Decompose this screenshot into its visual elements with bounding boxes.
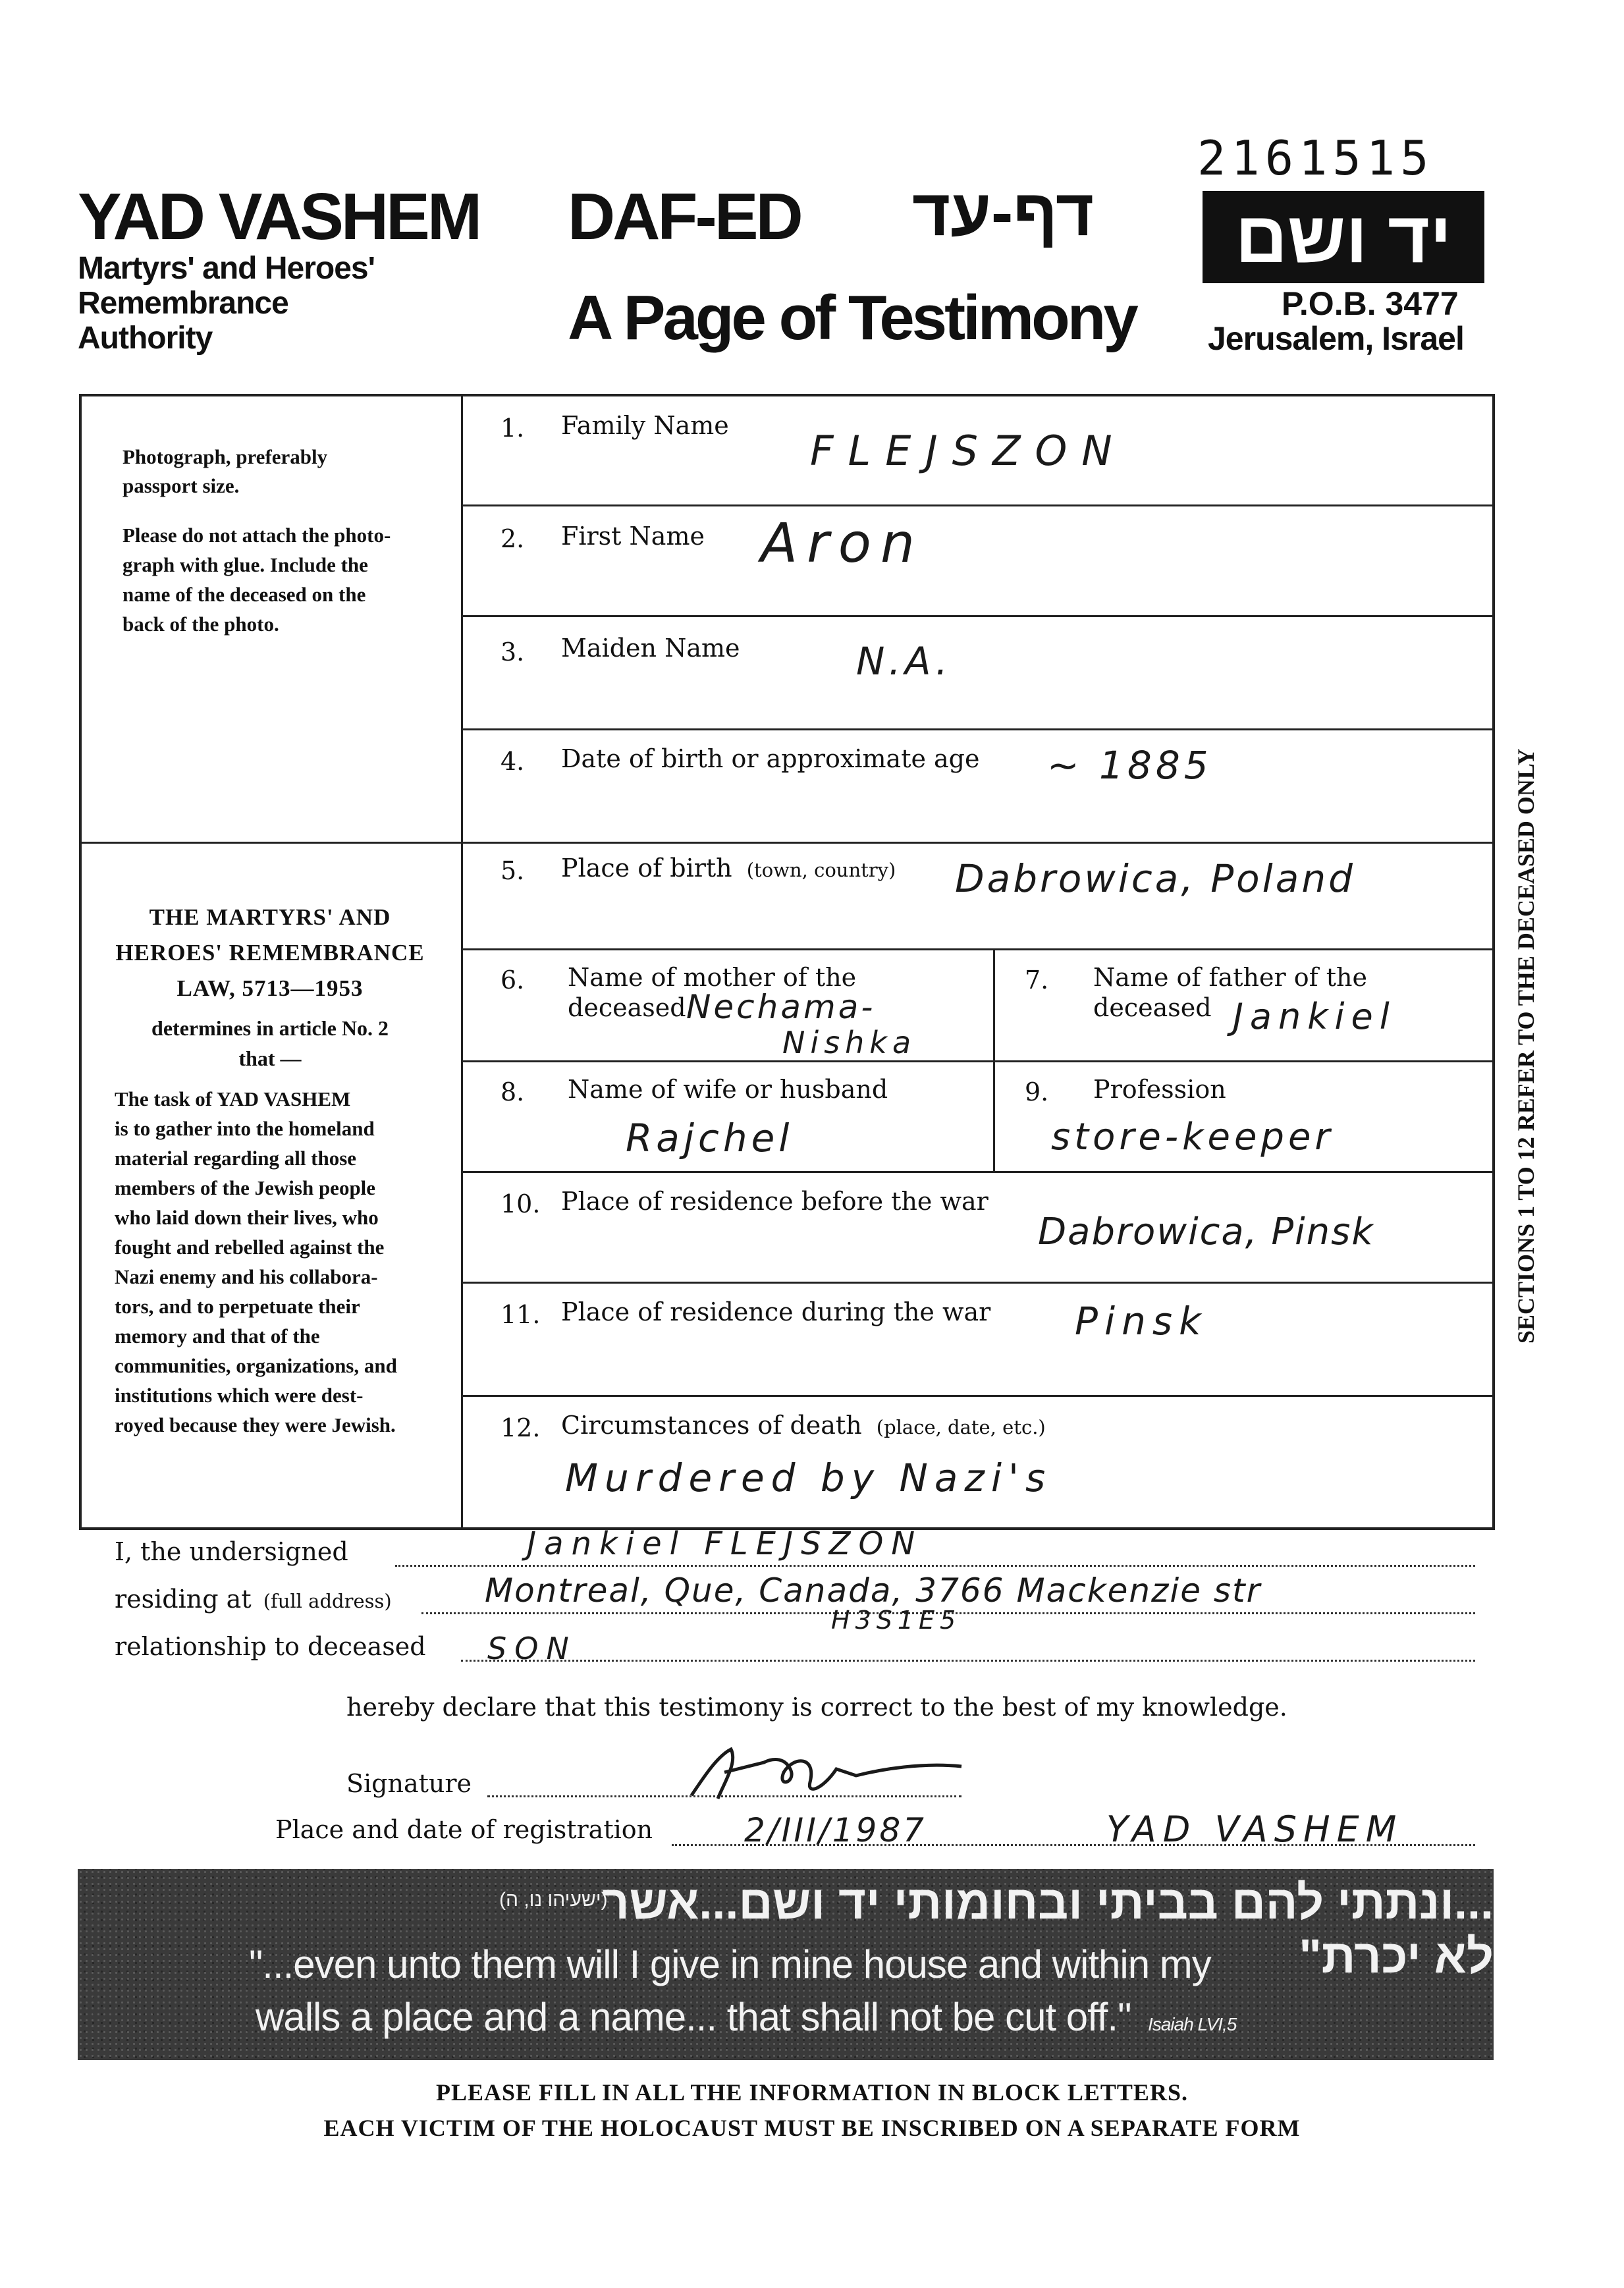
- law-body-11: institutions which were dest-: [115, 1384, 364, 1407]
- footer-line-1: PLEASE FILL IN ALL THE INFORMATION IN BLOCK LETTERS.: [436, 2079, 1188, 2106]
- law-body-8: tors, and to perpetuate their: [115, 1295, 360, 1318]
- left-column-divider: [461, 394, 463, 1530]
- field-4-label: Date of birth or approximate age: [561, 744, 980, 773]
- law-title-1: THE MARTYRS' AND: [149, 904, 391, 930]
- photo-law-divider: [79, 842, 461, 844]
- field-1-value[interactable]: FLEJSZON: [810, 427, 1127, 475]
- law-body-12: royed because they were Jewish.: [115, 1413, 396, 1436]
- row-sep-9: [461, 1395, 1495, 1397]
- law-intro: [92, 1013, 448, 1074]
- banner-english-2-text: walls a place and a name... that shall not be cut off.": [256, 1995, 1131, 2039]
- field-5-value[interactable]: Dabrowica, Poland: [955, 856, 1355, 901]
- mid-divider: [993, 948, 995, 1171]
- field-9-value[interactable]: store-keeper: [1051, 1116, 1334, 1158]
- field-6-value-2[interactable]: Nishka: [782, 1025, 917, 1060]
- row-sep-2: [461, 615, 1495, 617]
- residing-label: [115, 1585, 392, 1614]
- row-sep-1: [461, 504, 1495, 506]
- field-4-value[interactable]: ~ 1885: [1047, 743, 1212, 788]
- field-6-value-1[interactable]: Nechama-: [686, 988, 876, 1026]
- city-address: Jerusalem, Israel: [1208, 320, 1464, 357]
- field-6-label-1: Name of mother of the: [568, 963, 857, 992]
- banner-hebrew: ...ונתתי להם בביתי ובחומותי יד ושם...אשר לא יכרת": [602, 1876, 1494, 1983]
- law-body-2: is to gather into the homeland: [115, 1117, 375, 1140]
- frame-top-extension: [461, 394, 1495, 396]
- law-body-10: communities, organizations, and: [115, 1354, 397, 1377]
- law-body-6: fought and rebelled against the: [115, 1236, 385, 1259]
- signature-scribble: [685, 1736, 975, 1809]
- law-body: [115, 1084, 437, 1440]
- signature-label: Signature: [346, 1769, 472, 1798]
- declaration-statement: hereby declare that this testimony is correct to the best of my knowledge.: [346, 1693, 1287, 1722]
- field-11-number: 11.: [501, 1300, 541, 1329]
- logo-hebrew-text: יד ושם: [1235, 196, 1452, 278]
- law-title-2: HEROES' REMEMBRANCE: [115, 940, 425, 966]
- banner-english-1: "...even unto them will I give in mine house and within my: [249, 1942, 1211, 1986]
- field-10-number: 10.: [501, 1189, 541, 1218]
- relationship-label: relationship to deceased: [115, 1632, 426, 1661]
- field-12-label-text: Circumstances of death: [561, 1411, 862, 1440]
- form-title-hebrew: דף-עד: [912, 176, 1095, 250]
- org-subtitle-1: Martyrs' and Heroes': [78, 251, 375, 286]
- law-intro-2: that —: [238, 1047, 302, 1070]
- org-subtitle-3: Authority: [78, 321, 213, 356]
- field-12-hint: (place, date, etc.): [876, 1416, 1046, 1438]
- form-title-daf-ed: DAF-ED: [568, 180, 801, 254]
- field-6-number: 6.: [501, 966, 525, 994]
- row-sep-8: [461, 1282, 1495, 1284]
- org-name: YAD VASHEM: [78, 180, 480, 254]
- field-8-value[interactable]: Rajchel: [626, 1116, 794, 1160]
- field-11-label: Place of residence during the war: [561, 1297, 991, 1326]
- row-sep-7: [461, 1171, 1495, 1173]
- field-3-label: Maiden Name: [561, 634, 740, 663]
- photo-instruction-title: [122, 443, 327, 501]
- undersigned-label: I, the undersigned: [115, 1537, 348, 1566]
- scripture-banner: [78, 1869, 1494, 2060]
- photo-line-2: passport size.: [122, 474, 240, 497]
- field-10-label: Place of residence before the war: [561, 1187, 988, 1216]
- row-sep-3: [461, 728, 1495, 730]
- field-4-number: 4.: [501, 747, 525, 776]
- field-3-value[interactable]: N.A.: [856, 639, 952, 684]
- photo-instr-3: name of the deceased on the: [122, 583, 366, 606]
- photo-instr-1: Please do not attach the photo-: [122, 524, 391, 547]
- field-7-label-2: deceased: [1093, 993, 1212, 1022]
- field-10-value[interactable]: Dabrowica, Pinsk: [1038, 1211, 1374, 1253]
- residing-label-text: residing at: [115, 1585, 252, 1614]
- document-number: 2161515: [1197, 130, 1434, 186]
- field-5-label: [561, 854, 896, 883]
- photo-instr-2: graph with glue. Include the: [122, 553, 368, 576]
- field-7-label-1: Name of father of the: [1093, 963, 1367, 992]
- banner-hebrew-ref: (ישעיהו נו, ה): [499, 1889, 608, 1911]
- form-title-testimony: A Page of Testimony: [568, 283, 1136, 353]
- law-body-3: material regarding all those: [115, 1147, 357, 1170]
- field-12-number: 12.: [501, 1413, 541, 1442]
- field-6-label-2: deceased: [568, 993, 686, 1022]
- registration-place-value[interactable]: YAD VASHEM: [1106, 1809, 1403, 1850]
- law-body-5: who laid down their lives, who: [115, 1206, 379, 1229]
- residing-value[interactable]: Montreal, Que, Canada, 3766 Mackenzie str: [485, 1571, 1262, 1610]
- law-title: [92, 900, 448, 1006]
- postal-code-value[interactable]: H3S1E5: [831, 1606, 961, 1635]
- law-body-9: memory and that of the: [115, 1324, 320, 1348]
- law-body-4: members of the Jewish people: [115, 1176, 376, 1199]
- field-2-label: First Name: [561, 522, 705, 551]
- relationship-value[interactable]: SON: [487, 1631, 577, 1666]
- field-8-number: 8.: [501, 1077, 525, 1106]
- field-7-value[interactable]: Jankiel: [1233, 996, 1396, 1037]
- law-intro-1: determines in article No. 2: [151, 1016, 389, 1040]
- field-5-hint: (town, country): [746, 859, 896, 881]
- field-11-value[interactable]: Pinsk: [1075, 1299, 1208, 1344]
- row-sep-6: [461, 1060, 1495, 1062]
- law-body-7: Nazi enemy and his collabora-: [115, 1265, 378, 1288]
- undersigned-dots: [395, 1565, 1475, 1567]
- place-date-label: Place and date of registration: [275, 1815, 653, 1844]
- yad-vashem-logo: [1203, 191, 1484, 283]
- field-9-number: 9.: [1025, 1077, 1049, 1106]
- row-sep-5: [461, 948, 1495, 950]
- org-subtitle-2: Remembrance: [78, 286, 288, 321]
- field-8-label: Name of wife or husband: [568, 1075, 888, 1104]
- pob-address: P.O.B. 3477: [1282, 285, 1459, 322]
- field-5-label-text: Place of birth: [561, 854, 732, 883]
- field-7-number: 7.: [1025, 966, 1049, 994]
- relationship-dots: [461, 1660, 1475, 1662]
- registration-date-value[interactable]: 2/III/1987: [744, 1811, 927, 1849]
- field-12-value[interactable]: Murdered by Nazi's: [565, 1456, 1052, 1500]
- footer-line-2: EACH VICTIM OF THE HOLOCAUST MUST BE INSCRIBED ON A SEPARATE FORM: [323, 2115, 1301, 2141]
- banner-reference: Isaiah LVI,5: [1148, 2014, 1237, 2034]
- field-5-number: 5.: [501, 856, 525, 885]
- field-2-value[interactable]: Aron: [761, 512, 924, 575]
- law-title-3: LAW, 5713—1953: [176, 975, 364, 1001]
- field-9-label: Profession: [1093, 1075, 1226, 1104]
- undersigned-value[interactable]: Jankiel FLEJSZON: [527, 1525, 923, 1562]
- field-2-number: 2.: [501, 524, 525, 553]
- row-sep-4: [461, 842, 1495, 844]
- sections-side-note: SECTIONS 1 TO 12 REFER TO THE DECEASED ONLY: [1513, 748, 1539, 1344]
- field-12-label: [561, 1411, 1046, 1440]
- photo-instruction-body: [122, 520, 439, 639]
- law-body-1: The task of YAD VASHEM: [115, 1087, 351, 1110]
- field-3-number: 3.: [501, 638, 525, 667]
- residing-hint: (full address): [263, 1590, 392, 1612]
- banner-english-2: [256, 1994, 1236, 2040]
- field-1-number: 1.: [501, 414, 525, 443]
- field-1-label: Family Name: [561, 411, 729, 440]
- photo-line-1: Photograph, preferably: [122, 445, 328, 468]
- photo-instr-4: back of the photo.: [122, 613, 279, 636]
